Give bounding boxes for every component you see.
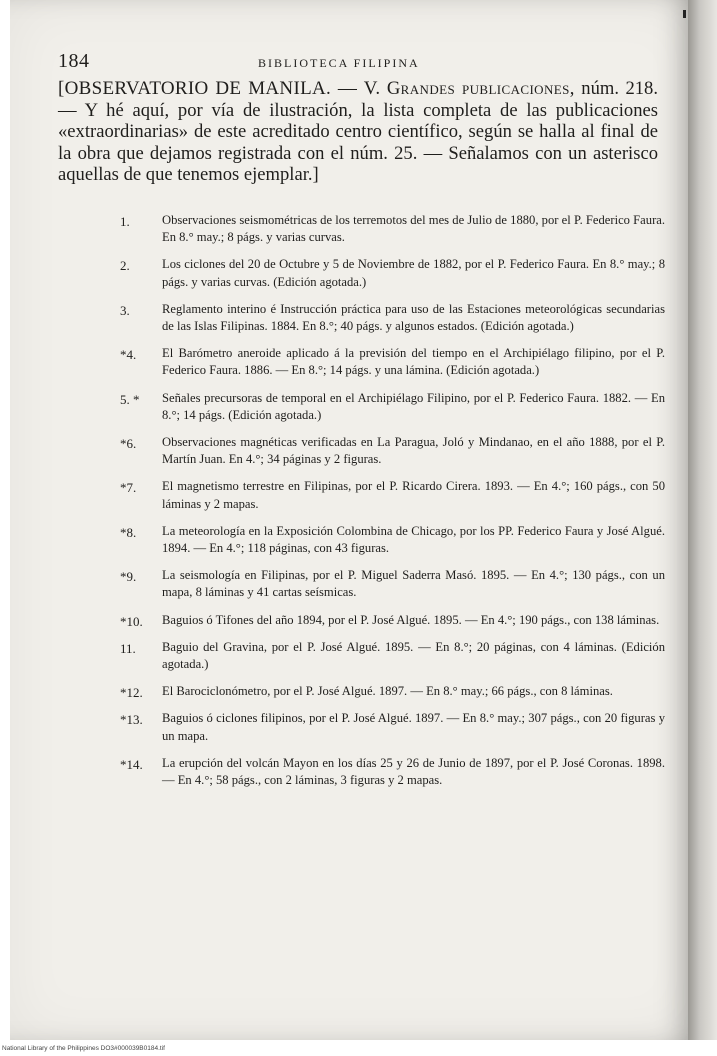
item-text: Señales precursoras de temporal en el Archipiélago Filipino, por el P. Federico Faura. 1882. — En 8.°; 14 págs. (Edición agotada.) <box>162 390 665 422</box>
running-head <box>58 50 658 76</box>
corner-mark <box>683 10 686 18</box>
list-item <box>120 683 665 700</box>
item-number: 5. * <box>120 391 140 407</box>
item-number: *14. <box>120 756 143 772</box>
item-number: 2. <box>120 258 130 274</box>
list-item <box>120 434 665 468</box>
item-number: *9. <box>120 569 137 585</box>
item-text: La meteorología en la Exposición Colombina de Chicago, por los PP. Federico Faura y José Algué. 1894. — En 4.°; 118 páginas, con 43 figuras. <box>162 523 665 556</box>
list-item <box>120 256 665 290</box>
list-item <box>120 390 665 424</box>
item-text: El Barómetro aneroide aplicado á la previsión del tiempo en el Archipiélago filipino, por el P. Federico Faura. 1886. — En 8.°; 14 págs. y una lámina. (Edición agotada.) <box>162 346 665 378</box>
list-item <box>120 710 665 744</box>
archive-stamp: National Library of the Philippines DO3#000039B0184.tif <box>2 1045 165 1052</box>
running-title: BIBLIOTECA FILIPINA <box>258 56 420 70</box>
item-number: *12. <box>120 685 143 701</box>
item-text: Baguios ó ciclones filipinos, por el P. José Algué. 1897. — En 8.° may.; 307 págs., con 20 figuras y un mapa. <box>162 711 665 743</box>
item-number: *10. <box>120 613 143 629</box>
page-edge-shadow <box>688 0 717 1040</box>
item-text: El magnetismo terrestre en Filipinas, por el P. Ricardo Cirera. 1893. — En 4.°; 160 págs., con 50 láminas y 2 mapas. <box>162 479 665 511</box>
item-text: Observaciones seismométricas de los terremotos del mes de Julio de 1880, por el P. Federico Faura. En 8.° may.; 8 págs. y varias curvas. <box>162 213 665 245</box>
intro-body: núm. 218. — Y hé aquí, por vía de ilustración, la lista completa de las publicaciones «extraordinarias» de este acreditado centro científico, según se halla al final de la obra que dejamos registrada con el núm. 25. — Señalamos con un asterisco aquellas de que tenemos ejemplar.] <box>58 78 658 185</box>
list-item <box>120 345 665 379</box>
item-number: *6. <box>120 436 137 452</box>
item-text: La erupción del volcán Mayon en los días 25 y 26 de Junio de 1897, por el P. José Coronas. 1898. — En 4.°; 58 págs., con 2 láminas, 3 figuras y 2 mapas. <box>162 755 665 788</box>
item-text: Reglamento interino é Instrucción práctica para uso de las Estaciones meteorológicas secundarias de las Islas Filipinas. 1884. En 8.°; 40 págs. y algunos estados. (Edición agotada.) <box>162 301 665 334</box>
page-number: 184 <box>58 50 90 72</box>
intro-head: [OBSERVATORIO DE MANILA. — V. <box>58 78 381 99</box>
intro-text <box>58 78 658 186</box>
intro-paragraph <box>58 78 658 186</box>
item-text: Baguios ó Tifones del año 1894, por el P. José Algué. 1895. — En 4.°; 190 págs., con 138 láminas. <box>162 612 660 627</box>
list-item <box>120 478 665 512</box>
item-text: El Barociclonómetro, por el P. José Algué. 1897. — En 8.° may.; 66 págs., con 8 láminas. <box>162 684 613 699</box>
list-item <box>120 612 665 629</box>
list-item <box>120 755 665 789</box>
publication-list <box>120 212 665 799</box>
intro-small-caps: Grandes publicaciones, <box>386 78 575 99</box>
item-text: Observaciones magnéticas verificadas en La Paragua, Joló y Mindanao, en el año 1888, por el P. Martín Juan. En 4.°; 34 páginas y 2 figuras. <box>162 435 665 467</box>
list-item <box>120 523 665 557</box>
item-number: *8. <box>120 524 137 540</box>
item-number: *4. <box>120 347 137 363</box>
item-number: *7. <box>120 480 137 496</box>
item-number: 3. <box>120 302 130 318</box>
list-item <box>120 567 665 601</box>
item-text: Los ciclones del 20 de Octubre y 5 de Noviembre de 1882, por el P. Federico Faura. En 8.° may.; 8 págs. y varias curvas. (Edición agotada.) <box>162 257 665 289</box>
item-number: *13. <box>120 712 143 728</box>
item-text: Baguio del Gravina, por el P. José Algué. 1895. — En 8.°; 20 páginas, con 4 láminas. (Edición agotada.) <box>162 639 665 672</box>
list-item <box>120 212 665 246</box>
list-item <box>120 301 665 335</box>
item-number: 11. <box>120 640 136 656</box>
item-text: La seismología en Filipinas, por el P. Miguel Saderra Masó. 1895. — En 4.°; 130 págs., con un mapa, 8 láminas y 41 cartas seísmicas. <box>162 568 665 600</box>
item-number: 1. <box>120 214 130 229</box>
list-item <box>120 639 665 673</box>
